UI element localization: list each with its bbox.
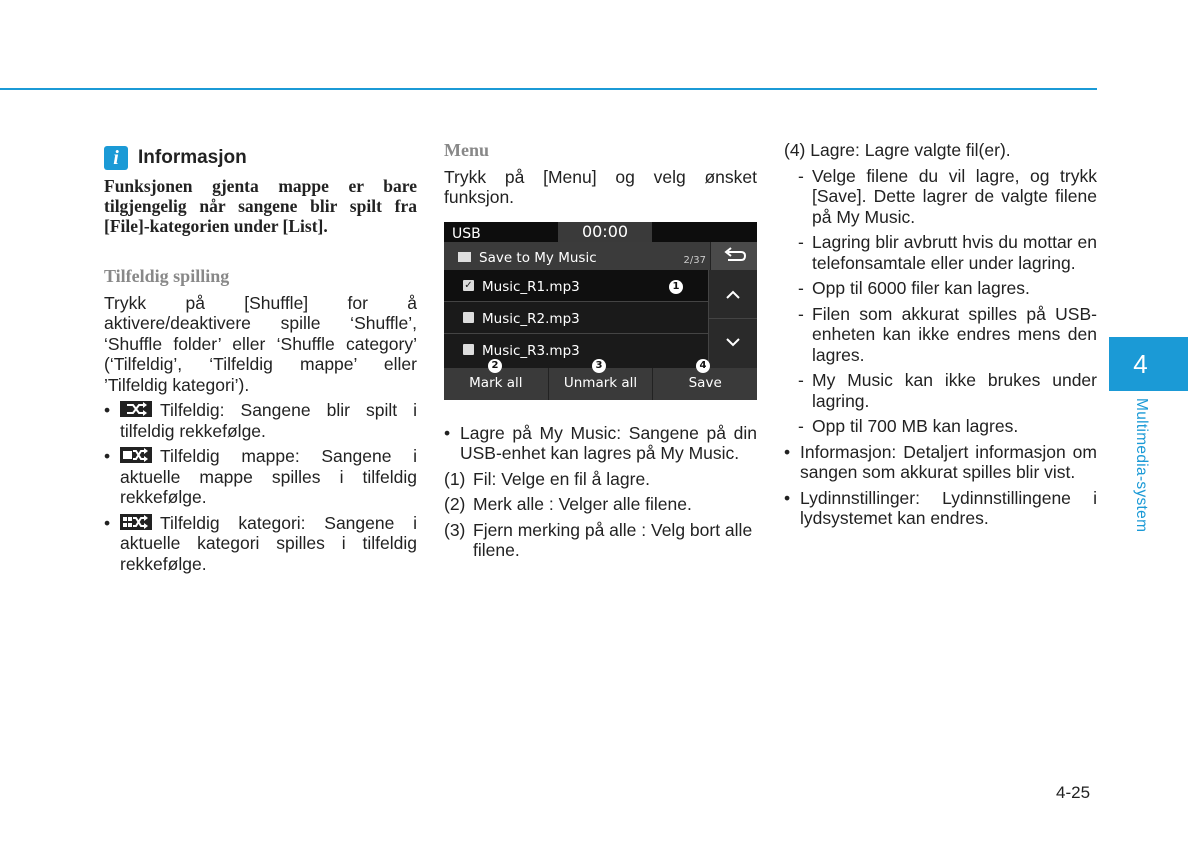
shuffle-icon [120,401,152,417]
shuffle-title: Tilfeldig spilling [104,266,230,286]
menu-title: Menu [444,140,489,160]
column-left [104,140,417,574]
info-icon: i [104,146,128,170]
list-item: • Lydinnstillinger: Lydinnstillingene i lydsystemet kan endres. [784,487,1097,528]
file-count: 2/37 [683,254,706,266]
folder-label: Save to My Music [479,249,597,266]
callout-4: 4 [696,359,710,373]
source-label: USB [452,225,481,242]
list-item: - Lagring blir avbrutt hvis du mottar en telefonsamtale eller under lagring. [798,232,1097,273]
clock-display: 00:00 [558,222,652,242]
file-name: Music_R3.mp3 [482,342,580,359]
shuffle-text: Trykk på [Shuffle] for å aktivere/deaktivere spille ‘Shuffle’, ‘Shuffle folder’ eller ‘Shuffle category’ (‘Tilfeldig’, ‘Tilfeldig mappe’ eller ’Tilfeldig kategori’). [104,292,417,395]
list-item: - Opp til 6000 filer kan lagres. [784,278,1097,299]
bullet-text: Tilfeldig mappe: Sangene i aktuelle mappe spilles i tilfeldig rekkefølge. [120,446,417,507]
callout-3: 3 [592,359,606,373]
file-row[interactable] [444,302,708,334]
item-text: Fjern merking på alle : Velg bort alle filene. [473,519,753,560]
folder-header [444,242,710,270]
list-item: • Tilfeldig mappe: Sangene i aktuelle mappe spilles i tilfeldig rekkefølge. [104,446,417,507]
chapter-number: 4 [1133,349,1148,379]
usb-screen-mockup [444,222,757,400]
list-item: • Informasjon: Detaljert informasjon om sangen som akkurat spilles blir vist. [784,441,1097,482]
item-text: Fil: Velge en fil å lagre. [473,468,651,489]
unmark-all-button[interactable]: Unmark all [548,368,653,400]
item-number: (3) [444,519,466,540]
back-button[interactable] [710,242,757,270]
chapter-label: Multimedia-system [1133,398,1150,533]
item-text: Merk alle : Velger alle filene. [473,494,692,514]
folder-icon [458,252,471,262]
bullet-text: Lydinnstillinger: Lydinnstillingene i lydsystemet kan endres. [800,487,1097,528]
dash-text: Filen som akkurat spilles på USB-enheten kan ikke endres mens den lagres. [812,303,1097,365]
callout-1: 1 [669,280,683,294]
column-right [784,140,1097,529]
bullet-text: Informasjon: Detaljert informasjon om sangen som akkurat spilles blir vist. [800,441,1097,482]
item-number: (1) [444,468,466,489]
list-item [444,469,757,490]
screen-status-bar [444,222,757,242]
dash-text: Lagring blir avbrutt hvis du mottar en telefonsamtale eller under lagring. [812,232,1097,273]
list-item: • Tilfeldig kategori: Sangene i aktuelle kategori spilles i tilfeldig rekkefølge. [104,512,417,574]
list-item [444,520,757,561]
dash-text: Opp til 700 MB kan lagres. [812,416,1019,436]
chevron-up-icon [709,270,757,318]
item-number: (2) [444,494,466,514]
column-middle [444,140,757,561]
scroll-up-button[interactable] [708,270,757,319]
scroll-down-button[interactable] [708,319,757,367]
menu-text: Trykk på [Menu] og velg ønsket funksjon. [444,166,757,207]
chevron-down-icon [709,319,757,367]
info-text: Funksjonen gjenta mappe er bare tilgjengelig når sangene blir spilt fra [File]-kategorien under [List]. [104,176,417,236]
dash-text: Opp til 6000 filer kan lagres. [812,278,1030,298]
scroll-column [708,270,757,368]
info-title: Informasjon [138,146,247,168]
page-number: 4-25 [1056,783,1091,802]
callout-2: 2 [488,359,502,373]
bullet-text: Lagre på My Music: Sangene på din USB-enhet kan lagres på My Music. [460,422,757,463]
shuffle-folder-icon [120,447,152,463]
list-item: - Opp til 700 MB kan lagres. [784,416,1097,437]
item-4-text: (4) Lagre: Lagre valgte fil(er). [784,140,1011,160]
file-name: Music_R1.mp3 [482,278,580,295]
mark-all-button[interactable]: Mark all [469,374,523,391]
list-item: • Lagre på My Music: Sangene på din USB-enhet kan lagres på My Music. [444,422,757,463]
list-item: - Filen som akkurat spilles på USB-enheten kan ikke endres mens den lagres. [798,303,1097,365]
file-name: Music_R2.mp3 [482,310,580,327]
checkbox-icon[interactable]: ✓ [464,279,473,291]
list-item [444,494,757,515]
back-icon [711,242,757,270]
checkbox-icon[interactable] [463,312,474,323]
list-item: • Tilfeldig: Sangene blir spilt i tilfeldig rekkefølge. [104,400,417,441]
info-heading [104,146,417,170]
dash-text: Velge filene du vil lagre, og trykk [Save]. Dette lagrer de valgte filene på My Music. [812,165,1097,227]
dash-text: My Music kan ikke brukes under lagring. [812,370,1097,411]
shuffle-category-icon [120,514,152,530]
save-button[interactable]: Save [652,368,757,400]
list-item: - My Music kan ikke brukes under lagring. [798,370,1097,411]
checkbox-icon[interactable] [463,344,474,355]
header-rule [0,88,1097,90]
list-item: - Velge filene du vil lagre, og trykk [Save]. Dette lagrer de valgte filene på My Music. [798,165,1097,227]
bullet-text: Tilfeldig: Sangene blir spilt i tilfeldig rekkefølge. [120,400,417,441]
chapter-tab [1109,337,1188,391]
file-row[interactable] [444,334,708,365]
bullet-text: Tilfeldig kategori: Sangene i aktuelle kategori spilles i tilfeldig rekkefølge. [120,512,417,574]
